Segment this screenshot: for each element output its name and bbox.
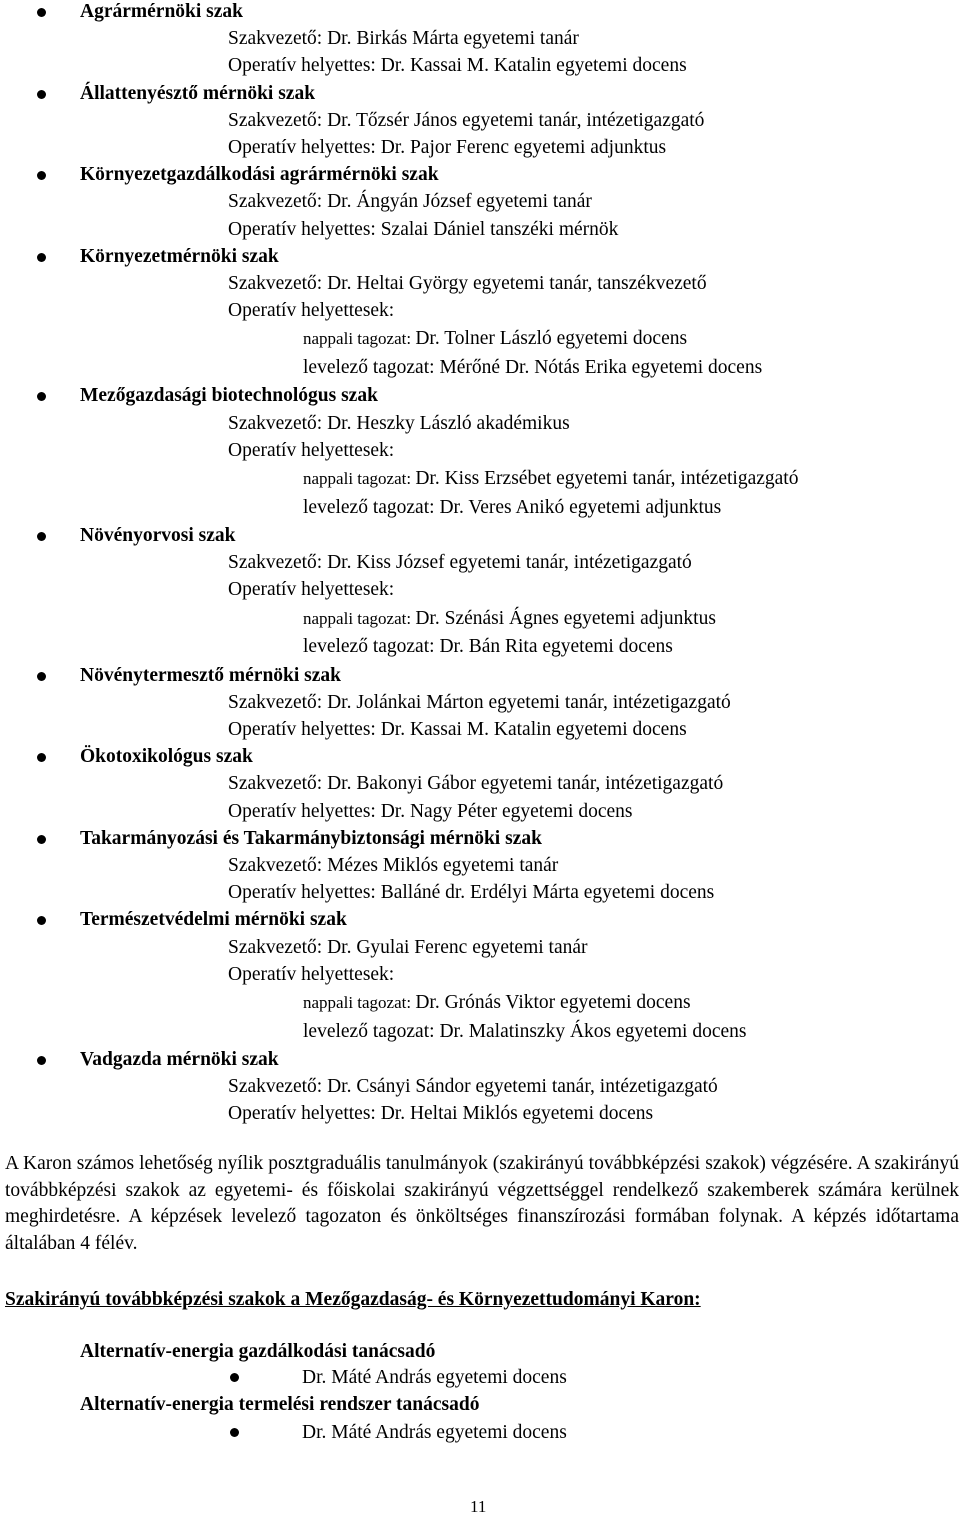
deputy-name: Dr. Tolner László egyetemi docens <box>415 328 688 350</box>
bullet-icon <box>37 916 46 925</box>
postgraduate-intro-paragraph: A Karon számos lehetőség nyílik posztgraduális tanulmányok (szakirányú továbbképzési szakok) végzésére. A szakirányú továbbképzési szakok az egyetemi- és főiskolai szakirányú végzettséggel rendelkező szakemberek számára kerülnek meghirdetésre. A képzések levelező tagozaton és önköltséges finanszírozási formában folynak. A képzés időtartama általában 4 félév. <box>5 1153 959 1254</box>
major-lead: Szakvezető: Dr. Tőzsér János egyetemi tanár, intézetigazgató <box>228 109 705 131</box>
major-title: Ökotoxikológus szak <box>80 746 253 768</box>
major-lead: Szakvezető: Dr. Birkás Márta egyetemi tanár <box>228 28 579 50</box>
bullet-icon <box>37 171 46 180</box>
page-number: 11 <box>470 1497 487 1516</box>
deputy-row <box>303 494 721 521</box>
postgrad-title: Alternatív-energia termelési rendszer tanácsadó <box>80 1394 480 1415</box>
major-title: Takarmányozási és Takarmánybiztonsági mérnöki szak <box>80 827 542 849</box>
deputy-name: Dr. Veres Anikó egyetemi adjunktus <box>439 496 722 518</box>
deputy-mode-label: levelező tagozat: <box>303 636 440 658</box>
major-title: Vadgazda mérnöki szak <box>80 1049 279 1070</box>
major-lead: Szakvezető: Dr. Gyulai Ferenc egyetemi tanár <box>228 936 588 958</box>
bullet-icon <box>37 1056 46 1065</box>
major-lead: Szakvezető: Dr. Bakonyi Gábor egyetemi tanár, intézetigazgató <box>228 773 724 795</box>
deputy-mode-label: levelező tagozat: <box>303 356 440 378</box>
bullet-icon <box>37 753 46 762</box>
bullet-icon <box>37 532 46 541</box>
deputy-row <box>303 989 691 1016</box>
deputy-mode-label: nappali tagozat: <box>303 608 416 628</box>
major-deputy: Operatív helyettesek: <box>228 963 395 985</box>
postgrad-person: Dr. Máté András egyetemi docens <box>302 1422 567 1443</box>
deputy-name: Dr. Szénási Ágnes egyetemi adjunktus <box>415 607 716 629</box>
major-title: Agrármérnöki szak <box>80 1 244 22</box>
deputy-mode-label: nappali tagozat: <box>303 993 416 1012</box>
major-lead: Szakvezető: Dr. Kiss József egyetemi tanár, intézetigazgató <box>228 552 692 574</box>
bullet-icon <box>37 392 46 401</box>
deputy-mode-label: nappali tagozat: <box>303 329 416 349</box>
major-lead: Szakvezető: Dr. Jolánkai Márton egyetemi tanár, intézetigazgató <box>228 691 731 713</box>
major-deputy: Operatív helyettes: Dr. Kassai M. Katalin egyetemi docens <box>228 719 687 740</box>
major-deputy: Operatív helyettes: Szalai Dániel tanszéki mérnök <box>228 218 619 240</box>
postgrad-person: Dr. Máté András egyetemi docens <box>302 1367 567 1388</box>
bullet-icon <box>37 672 46 681</box>
deputy-name: Dr. Kiss Erzsébet egyetemi tanár, intézetigazgató <box>415 468 799 489</box>
major-title: Növényorvosi szak <box>80 525 236 546</box>
deputy-row <box>303 605 716 632</box>
major-lead: Szakvezető: Dr. Ángyán József egyetemi tanár <box>228 191 592 213</box>
deputy-name: Dr. Malatinszky Ákos egyetemi docens <box>439 1020 747 1042</box>
bullet-icon <box>230 1428 239 1437</box>
major-lead: Szakvezető: Mézes Miklós egyetemi tanár <box>228 855 559 876</box>
bullet-icon <box>37 90 46 99</box>
major-deputy: Operatív helyettes: Dr. Kassai M. Katalin egyetemi docens <box>228 55 687 77</box>
deputy-name: Dr. Bán Rita egyetemi docens <box>439 636 673 658</box>
major-deputy: Operatív helyettesek: <box>228 439 395 461</box>
major-deputy: Operatív helyettes: Dr. Heltai Miklós egyetemi docens <box>228 1103 654 1125</box>
section-heading: Szakirányú továbbképzési szakok a Mezőgazdaság- és Környezettudományi Karon: <box>5 1289 701 1310</box>
bullet-icon <box>37 253 46 262</box>
major-deputy: Operatív helyettes: Dr. Pajor Ferenc egyetemi adjunktus <box>228 137 667 158</box>
deputy-mode-label: nappali tagozat: <box>303 469 416 488</box>
major-title: Állattenyésztő mérnöki szak <box>80 82 316 104</box>
bullet-icon <box>37 835 46 844</box>
deputy-row <box>303 633 673 660</box>
major-title: Környezetgazdálkodási agrármérnöki szak <box>80 164 439 186</box>
deputy-name: Dr. Grónás Viktor egyetemi docens <box>415 992 691 1013</box>
major-title: Környezetmérnöki szak <box>80 245 279 267</box>
postgrad-title: Alternatív-energia gazdálkodási tanácsadó <box>80 1341 436 1362</box>
major-deputy: Operatív helyettes: Dr. Nagy Péter egyetemi docens <box>228 800 633 822</box>
major-lead: Szakvezető: Dr. Heszky László akadémikus <box>228 412 570 434</box>
deputy-row <box>303 1018 747 1045</box>
major-title: Természetvédelmi mérnöki szak <box>80 909 347 931</box>
bullet-icon <box>230 1373 239 1382</box>
deputy-mode-label: levelező tagozat: <box>303 496 440 518</box>
deputy-row <box>303 354 762 381</box>
major-lead: Szakvezető: Dr. Heltai György egyetemi tanár, tanszékvezető <box>228 273 707 294</box>
major-title: Mezőgazdasági biotechnológus szak <box>80 385 378 407</box>
major-deputy: Operatív helyettesek: <box>228 300 395 322</box>
major-deputy: Operatív helyettes: Balláné dr. Erdélyi Márta egyetemi docens <box>228 882 715 904</box>
deputy-row <box>303 325 687 352</box>
deputy-row <box>303 465 798 492</box>
major-deputy: Operatív helyettesek: <box>228 579 395 601</box>
major-lead: Szakvezető: Dr. Csányi Sándor egyetemi tanár, intézetigazgató <box>228 1076 718 1098</box>
deputy-mode-label: levelező tagozat: <box>303 1020 440 1042</box>
deputy-name: Mérőné Dr. Nótás Erika egyetemi docens <box>439 356 763 378</box>
bullet-icon <box>37 8 46 17</box>
major-title: Növénytermesztő mérnöki szak <box>80 664 342 686</box>
